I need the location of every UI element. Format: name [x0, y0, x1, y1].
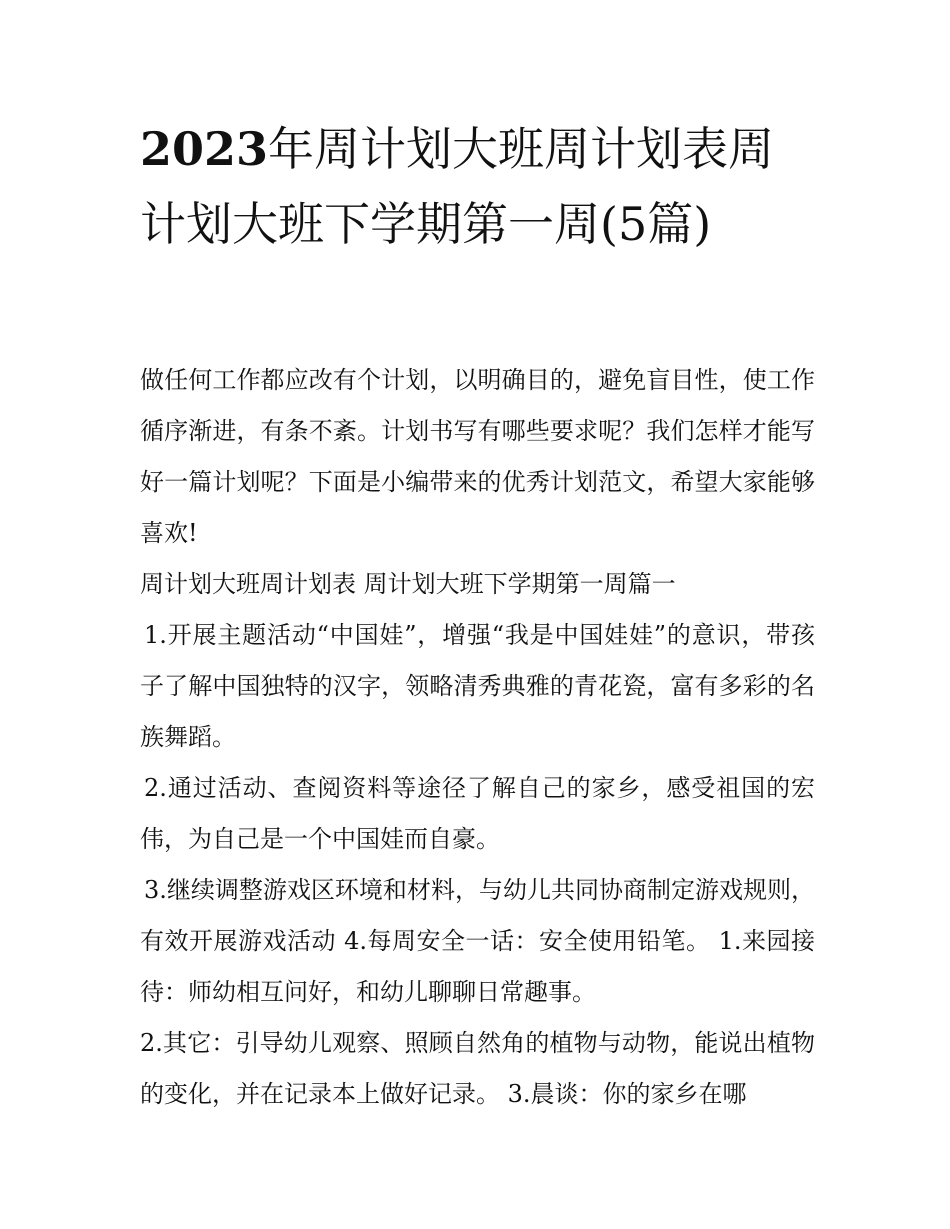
title-year: 2023	[140, 122, 269, 176]
intro-paragraph: 做任何工作都应改有个计划，以明确目的，避免盲目性，使工作循序渐进，有条不紊。计划书写有哪些要求呢？我们怎样才能写好一篇计划呢？下面是小编带来的优秀计划范文，希望大家能够喜欢!	[140, 366, 815, 547]
title-text: 年周计划大班周计划表周计划大班下学期第一周(5篇)	[140, 122, 775, 251]
plan-item-4: 2.其它：引导幼儿观察、照顾自然角的植物与动物，能说出植物的变化，并在记录本上做好记录。 3.晨谈：你的家乡在哪	[140, 1029, 815, 1108]
document-title	[140, 112, 820, 262]
plan-item-2: 2.通过活动、查阅资料等途径了解自己的家乡，感受祖国的宏伟，为自己是一个中国娃而自豪。	[140, 774, 815, 853]
plan-item-3: 3.继续调整游戏区环境和材料，与幼儿共同协商制定游戏规则，有效开展游戏活动 4.每周安全一话：安全使用铅笔。 1.来园接待：师幼相互问好，和幼儿聊聊日常趣事。	[140, 876, 815, 1006]
plan-item-1: 1.开展主题活动“中国娃”，增强“我是中国娃娃”的意识，带孩子了解中国独特的汉字，领略清秀典雅的青花瓷，富有多彩的名族舞蹈。	[140, 621, 815, 751]
document-body	[140, 355, 815, 1120]
section-heading: 周计划大班周计划表 周计划大班下学期第一周篇一	[140, 570, 676, 598]
